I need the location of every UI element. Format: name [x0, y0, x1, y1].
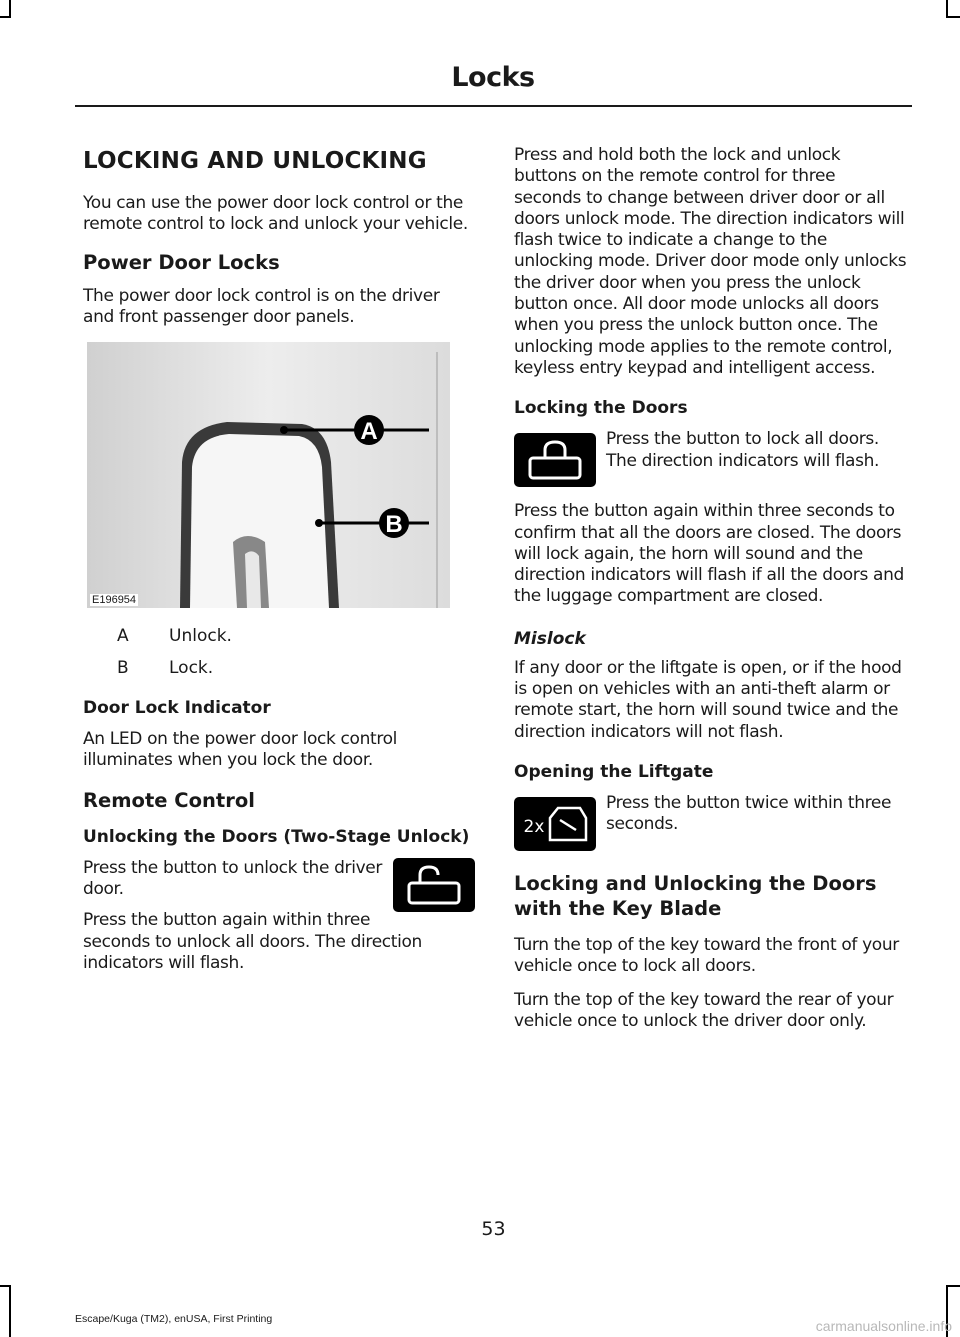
lock-confirm-text: Press the button again within three seconds to confirm that all the doors are closed. The doors will lock again, the horn will sound and the direction indicators will flash if all the doors and the luggage compartment are closed.	[514, 501, 904, 607]
page-header-title: Locks	[451, 62, 535, 93]
crop-mark	[9, 0, 11, 16]
locking-doors-heading: Locking the Doors	[514, 398, 688, 419]
callout-a-label: A	[360, 418, 378, 446]
left-column	[83, 145, 475, 988]
crop-mark	[946, 16, 960, 18]
remote-control-heading: Remote Control	[83, 788, 255, 812]
crop-mark	[0, 1285, 11, 1287]
watermark: carmanualsonline.info	[815, 1318, 952, 1334]
liftgate-instruction	[514, 792, 907, 851]
page-number: 53	[481, 1218, 506, 1240]
door-lock-indicator-text: An LED on the power door lock control illuminates when you lock the door.	[83, 729, 398, 771]
door-lock-control-figure	[87, 342, 450, 608]
locking-instruction	[514, 429, 907, 487]
liftgate-2x-icon	[514, 797, 596, 851]
legend-value: Unlock.	[169, 626, 232, 647]
liftgate-icon-label: 2x	[523, 816, 545, 837]
door-lock-control-illustration	[87, 342, 450, 608]
liftgate-text: Press the button twice within three seconds.	[606, 792, 892, 835]
unlock-mode-text: Press and hold both the lock and unlock buttons on the remote control for three seconds to change between driver door or all doors unlock mode. The direction indicators will flash twice to indicate a change to the unlocking mode. Driver door mode only unlocks the driver door when you press the unlock button once. All door mode unlocks all doors when you press the unlock button once. The unlocking mode applies to the remote control, keyless entry keypad and intelligent access.	[514, 145, 907, 378]
crop-mark	[9, 1285, 11, 1337]
crop-mark	[946, 1285, 960, 1287]
crop-mark	[0, 16, 11, 18]
door-lock-indicator-heading: Door Lock Indicator	[83, 698, 271, 719]
key-blade-heading: Locking and Unlocking the Doors with the Key Blade	[514, 871, 877, 920]
two-stage-unlock-heading: Unlocking the Doors (Two-Stage Unlock)	[83, 826, 470, 847]
legend-value: Lock.	[169, 658, 214, 679]
mislock-text: If any door or the liftgate is open, or if the hood is open on vehicles with an anti-theft alarm or remote start, the horn will sound twice and the direction indicators will not flash.	[514, 657, 902, 742]
power-door-locks-text: The power door lock control is on the driver and front passenger door panels.	[83, 285, 440, 327]
intro-paragraph: You can use the power door lock control or the remote control to lock and unlock your vehicle.	[83, 193, 468, 235]
locking-text: Press the button to lock all doors. The direction indicators will flash.	[606, 429, 880, 471]
legend-item	[83, 658, 475, 679]
lock-icon	[514, 433, 596, 487]
legend-key: A	[117, 626, 129, 647]
header-divider	[75, 105, 912, 107]
unlock-icon	[393, 858, 475, 912]
unlock-text-2: Press the button again within three seconds to unlock all doors. The direction indicators will flash.	[83, 910, 422, 973]
key-blade-text-1: Turn the top of the key toward the front of your vehicle once to lock all doors.	[514, 934, 899, 977]
callout-b-label: B	[385, 511, 403, 539]
opening-liftgate-heading: Opening the Liftgate	[514, 761, 714, 782]
legend-item	[83, 626, 475, 647]
unlock-text-1: Press the button to unlock the driver door.	[83, 857, 383, 900]
power-door-locks-heading: Power Door Locks	[83, 250, 280, 274]
mislock-heading: Mislock	[514, 628, 586, 649]
section-heading: LOCKING AND UNLOCKING	[83, 148, 427, 174]
right-column	[514, 145, 907, 1046]
crop-mark	[946, 0, 948, 16]
key-blade-text-2: Turn the top of the key toward the rear of your vehicle once to unlock the driver door only.	[514, 989, 894, 1031]
figure-code: E196954	[92, 594, 137, 607]
legend-key: B	[117, 658, 129, 679]
edition-footer: Escape/Kuga (TM2), enUSA, First Printing	[75, 1313, 273, 1325]
